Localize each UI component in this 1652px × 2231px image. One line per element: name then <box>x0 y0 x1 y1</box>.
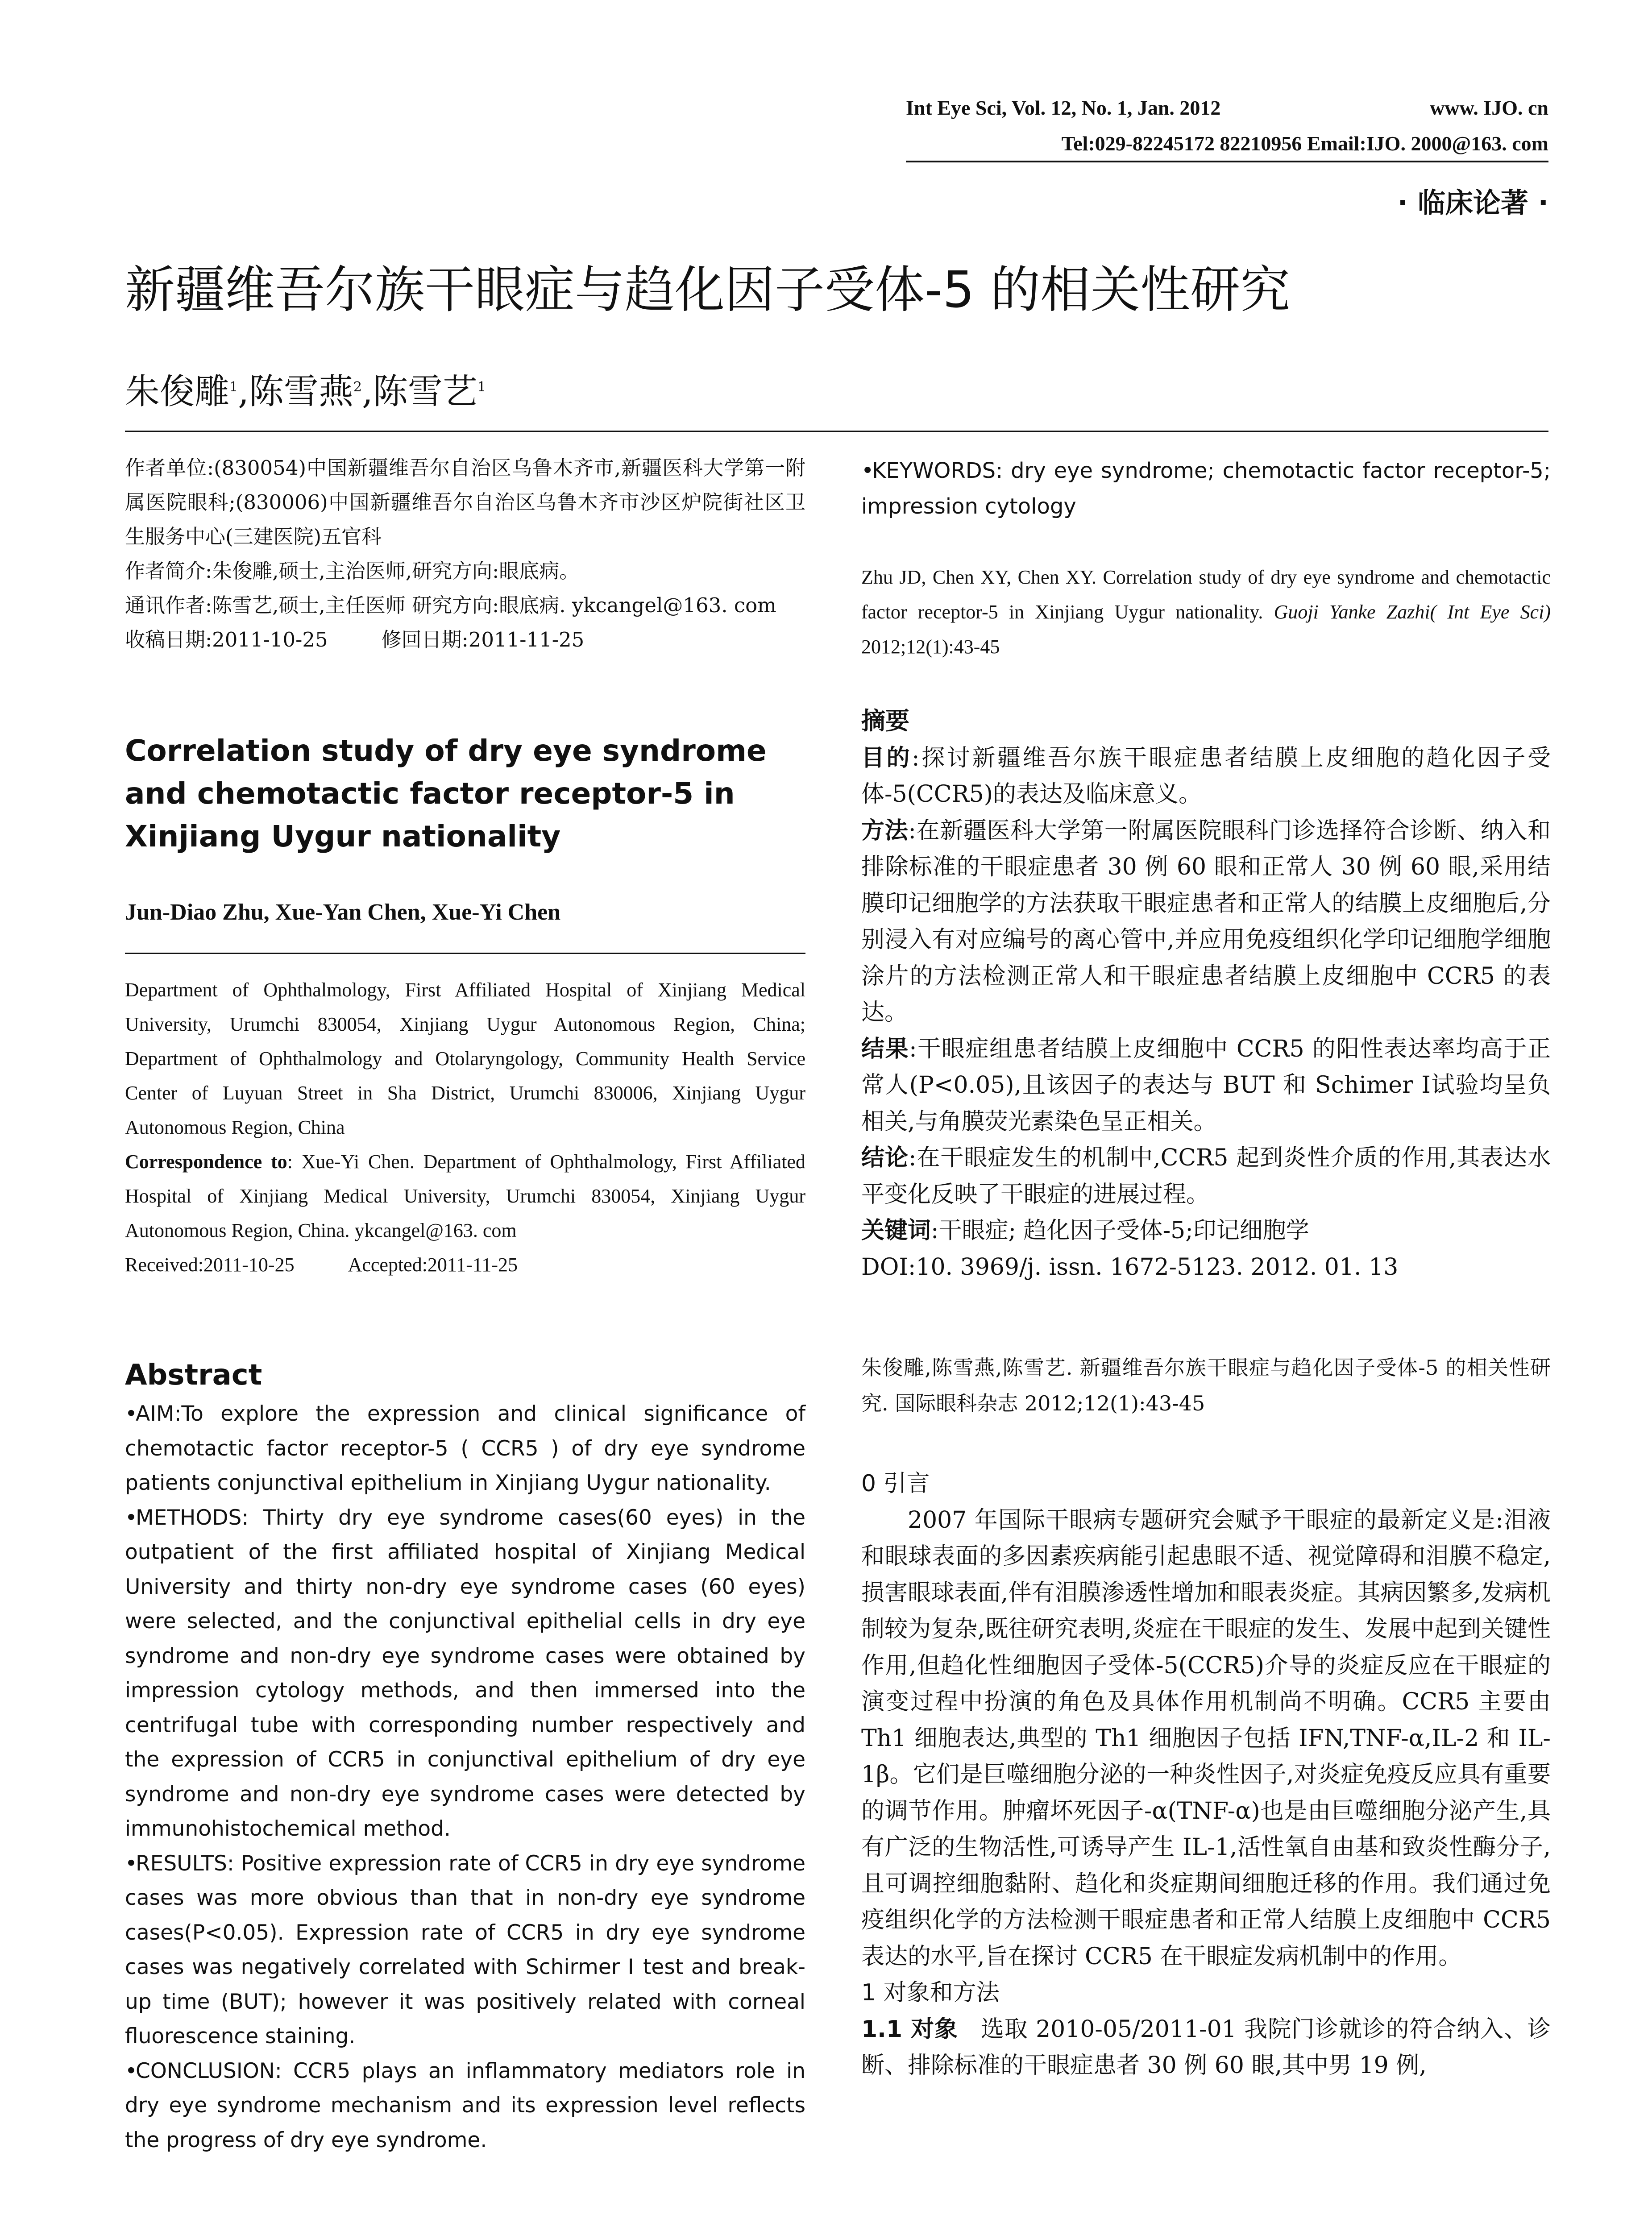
departments-english: Department of Ophthalmology, First Affiliated Hospital of Xinjiang Medical University, Urumchi 830054, Xinjiang Uygur Autonomous Region, China; Department of Ophthalmology and Otolaryngology, Community Health Service Center of Luyuan Street in Sha District, Urumchi 830006, Xinjiang Uygur Autonomous Region, China <box>125 979 805 1138</box>
cn-methods-text: :在新疆医科大学第一附属医院眼科门诊选择符合诊断、纳入和排除标准的干眼症患者 30 例 60 眼和正常人 30 例 60 眼,采用结膜印记细胞学的方法获取干眼症患者和正常人的结膜上皮细胞后,分别浸入有对应编号的离心管中,并应用免疫组织化学印记细胞学细胞涂片的方法检测正常人和干眼症患者结膜上皮细胞中 CCR5 的表达。 <box>861 817 1551 1026</box>
cn-conclusion-label: 结论 <box>861 1145 909 1171</box>
affiliation-chinese <box>125 451 805 657</box>
journal-website[interactable]: www. IJO. cn <box>1430 96 1548 119</box>
abstract-body: •AIM:To explore the expression and clinical significance of chemotactic factor receptor-5 ( CCR5 ) of dry eye syndrome patients conjunctival epithelium in Xinjiang Uygur nationality. •METHODS: Thirty dry eye syndrome cases(60 eyes) in the outpatient of the first affiliated hospital of Xinjiang Medical University and thirty non-dry eye syndrome cases (60 eyes) were selected, and the conjunctival epithelial cells in dry eye syndrome and non-dry eye syndrome cases were obtained by impression cytology methods, and then immersed into the centrifugal tube with corresponding number respectively and the expression of CCR5 in conjunctival epithelium of dry eye syndrome and non-dry eye syndrome cases were detected by immunohistochemical method. •RESULTS: Positive expression rate of CCR5 in dry eye syndrome cases was more obvious than that in non-dry eye syndrome cases(P<0.05). Expression rate of CCR5 in dry eye syndrome cases was negatively correlated with Schirmer Ⅰ test and break-up time (BUT); however it was positively related with corneal fluorescence staining. •CONCLUSION: CCR5 plays an inflammatory mediators role in dry eye syndrome mechanism and its expression level reflects the progress of dry eye syndrome. <box>125 1402 805 2152</box>
cn-results-text: :干眼症组患者结膜上皮细胞中 CCR5 的阳性表达率均高于正常人(P<0.05),且该因子的表达与 BUT 和 Schimer Ⅰ试验均呈负相关,与角膜荧光素染色呈正相关。 <box>861 1035 1551 1135</box>
section-label: · 临床论著 · <box>1397 187 1548 219</box>
cn-conclusion-text: :在干眼症发生的机制中,CCR5 起到炎性介质的作用,其表达水平变化反映了干眼症的进展过程。 <box>861 1145 1551 1208</box>
title-rule <box>125 431 1548 432</box>
cn-results-label: 结果 <box>861 1035 909 1062</box>
chinese-abstract <box>861 703 1551 1286</box>
abstract-methods: METHODS: Thirty dry eye syndrome cases(60 eyes) in the outpatient of the first affiliated hospital of Xinjiang Medical University and thirty non-dry eye syndrome cases (60 eyes) were selected, and the conjunctival epithelial cells in dry eye syndrome and non-dry eye syndrome cases were obtained by impression cytology methods, and then immersed into the centrifugal tube with corresponding number respectively and the expression of CCR5 in conjunctival epithelium of dry eye syndrome and non-dry eye syndrome cases were detected by immunohistochemical method. <box>125 1505 805 1841</box>
header-rule <box>906 161 1548 162</box>
citation-chinese: 朱俊雕,陈雪燕,陈雪艺. 新疆维吾尔族干眼症与趋化因子受体-5 的相关性研究. 国际眼科杂志 2012;12(1):43-45 <box>861 1356 1551 1415</box>
author-name: 朱俊雕 <box>125 372 230 412</box>
authors-rule <box>125 953 805 954</box>
affiliation-unit: 作者单位:(830054)中国新疆维吾尔自治区乌鲁木齐市,新疆医科大学第一附属医院眼科;(830006)中国新疆维吾尔自治区乌鲁木齐市沙区炉院街社区卫生服务中心(三建医院)五官科 <box>125 456 805 548</box>
cn-keywords-text: :干眼症; 趋化因子受体-5;印记细胞学 <box>931 1217 1309 1244</box>
cn-methods-label: 方法 <box>861 817 909 844</box>
abstract-results: RESULTS: Positive expression rate of CCR5 in dry eye syndrome cases was more obvious than that in non-dry eye syndrome cases(P<0.05). Expression rate of CCR5 in dry eye syndrome cases was negatively correlated with Schirmer Ⅰ test and break-up time (BUT); however it was positively related with corneal fluorescence staining. <box>125 1851 805 2049</box>
introduction <box>861 1466 1551 2084</box>
intro-paragraph: 2007 年国际干眼病专题研究会赋予干眼症的最新定义是:泪液和眼球表面的多因素疾病能引起患眼不适、视觉障碍和泪膜不稳定,损害眼球表面,伴有泪膜渗透性增加和眼表炎症。其病因繁多,发病机制较为复杂,既往研究表明,炎症在干眼症的发生、发展中起到关键性作用,但趋化性细胞因子受体-5(CCR5)介导的炎症反应在干眼症的演变过程中扮演的角色及具体作用机制尚不明确。CCR5 主要由 Th1 细胞表达,典型的 Th1 细胞因子包括 IFN,TNF-α,IL-2 和 IL-1β。它们是巨噬细胞分泌的一种炎性因子,对炎症免疫反应具有重要的调节作用。肿瘤坏死因子-α(TNF-α)也是由巨噬细胞分泌产生,具有广泛的生物活性,可诱导产生 IL-1,活性氧自由基和致炎性酶分子,且可调控细胞黏附、趋化和炎症期间细胞迁移的作用。我们通过免疫组织化学的方法检测干眼症患者和正常人结膜上皮细胞中 CCR5 表达的水平,旨在探讨 CCR5 在干眼症发病机制中的作用。 <box>861 1506 1551 1970</box>
accepted-date-en: Accepted:2011-11-25 <box>348 1254 518 1276</box>
authors-chinese: 朱俊雕$^1$,陈雪燕$^2$,陈雪艺$^1$ <box>125 372 486 412</box>
authors-english: Jun-Diao Zhu, Xue-Yan Chen, Xue-Yi Chen <box>125 900 561 925</box>
title-chinese: 新疆维吾尔族干眼症与趋化因子受体-5 的相关性研究 <box>125 261 1291 319</box>
author-bio: 作者简介:朱俊雕,硕士,主治医师,研究方向:眼底病。 <box>125 559 580 583</box>
intro-heading: 0 引言 <box>861 1470 930 1497</box>
author-name: 陈雪艺 <box>373 372 477 412</box>
abstract-aim: AIM:To explore the expression and clinical significance of chemotactic factor receptor-5 ( CCR5 ) of dry eye syndrome patients conjunctival epithelium in Xinjiang Uygur nationality. <box>125 1402 805 1495</box>
subsection-label: 1.1 对象 <box>861 2015 958 2043</box>
abstract-conclusion: CONCLUSION: CCR5 plays an inflammatory mediators role in dry eye syndrome mechanism and its expression level reflects the progress of dry eye syndrome. <box>125 2058 805 2152</box>
keywords-english-text: KEYWORDS: dry eye syndrome; chemotactic factor receptor-5; impression cytology <box>861 458 1551 519</box>
revised-date-cn: 修回日期:2011-11-25 <box>381 628 585 651</box>
title-english: Correlation study of dry eye syndrome and chemotactic factor receptor-5 in Xinjiang Uygur nationality <box>125 734 767 854</box>
received-date-en: Received:2011-10-25 <box>125 1254 295 1276</box>
subsection-text: 选取 2010-05/2011-01 我院门诊就诊的符合纳入、诊断、排除标准的干眼症患者 30 例 60 眼,其中男 19 例, <box>861 2015 1551 2079</box>
keywords-english: •KEYWORDS: dry eye syndrome; chemotactic factor receptor-5; impression cytology <box>861 458 1551 519</box>
citation-english-text: Zhu JD, Chen XY, Chen XY. Correlation study of dry eye syndrome and chemotactic factor receptor-5 in Xinjiang Uygur nationality. <box>861 566 1551 623</box>
author-affiliation-mark: 2 <box>353 379 362 395</box>
abstract-heading: Abstract <box>125 1359 262 1392</box>
author-affiliation-mark: 1 <box>477 379 486 395</box>
citation-journal: Guoji Yanke Zazhi( Int Eye Sci) <box>1274 601 1551 623</box>
correspondence-english: : Xue-Yi Chen. Department of Ophthalmology, First Affiliated Hospital of Xinjiang Medical University, Urumchi 830054, Xinjiang Uygur Autonomous Region, China. ykcangel@163. com <box>125 1151 805 1241</box>
journal-citation: Int Eye Sci, Vol. 12, No. 1, Jan. 2012 <box>906 96 1221 119</box>
chinese-abstract-heading: 摘要 <box>861 707 909 735</box>
citation-details: 2012;12(1):43-45 <box>861 636 1000 658</box>
correspondence-chinese: 通讯作者:陈雪艺,硕士,主任医师 研究方向:眼底病. ykcangel@163. com <box>125 593 776 617</box>
received-date-cn: 收稿日期:2011-10-25 <box>125 628 328 651</box>
journal-contact: Tel:029-82245172 82210956 Email:IJO. 2000@163. com <box>1061 132 1548 155</box>
citation-english <box>861 560 1551 664</box>
cn-aim-text: :探讨新疆维吾尔族干眼症患者结膜上皮细胞的趋化因子受体-5(CCR5)的表达及临床意义。 <box>861 744 1551 808</box>
affiliation-english <box>125 973 805 1282</box>
correspondence-label: Correspondence to <box>125 1151 287 1173</box>
cn-keywords-label: 关键词 <box>861 1217 931 1244</box>
cn-aim-label: 目的 <box>861 744 912 771</box>
doi[interactable]: DOI:10. 3969/j. issn. 1672-5123. 2012. 01. 13 <box>861 1253 1399 1281</box>
author-affiliation-mark: 1 <box>229 379 238 395</box>
author-name: 陈雪燕 <box>249 372 353 412</box>
methods-heading: 1 对象和方法 <box>861 1979 1000 2006</box>
